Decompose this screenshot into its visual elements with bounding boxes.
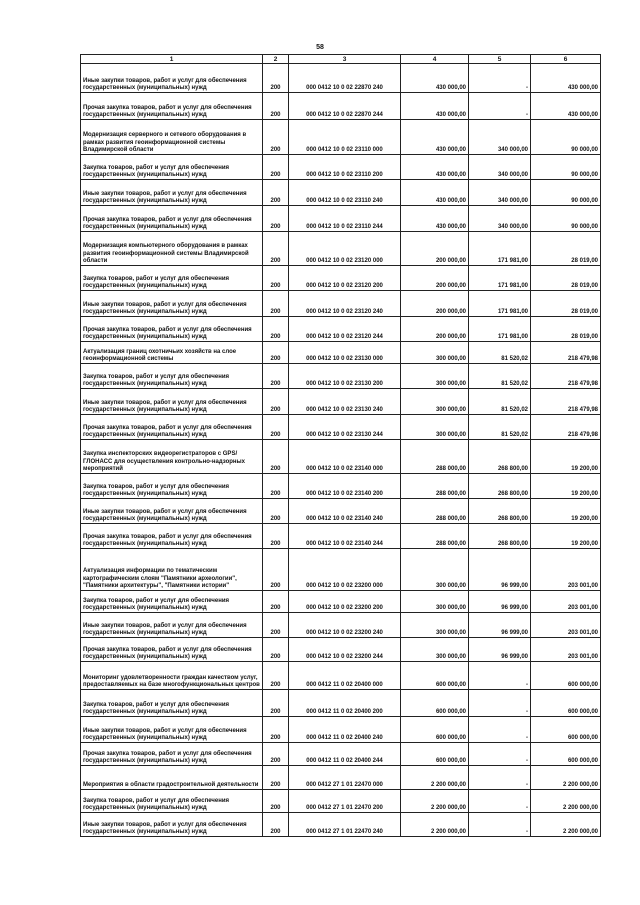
- row-plan-cell: 430 000,00: [401, 93, 469, 120]
- row-kbk-cell: 000 0412 10 0 02 23140 244: [289, 524, 401, 549]
- row-kbk-cell: 000 0412 10 0 02 23200 200: [289, 591, 401, 613]
- row-kbk-cell: 000 0412 10 0 02 23130 240: [289, 389, 401, 415]
- row-rest-cell: 90 000,00: [531, 155, 601, 180]
- row-fact-cell: 340 000,00: [469, 155, 531, 180]
- row-kbk-cell: 000 0412 10 0 02 23110 000: [289, 120, 401, 155]
- row-kbk-cell: 000 0412 10 0 02 23140 240: [289, 499, 401, 524]
- row-plan-cell: 200 000,00: [401, 232, 469, 266]
- row-plan-cell: 2 200 000,00: [401, 813, 469, 837]
- row-plan-cell: 430 000,00: [401, 120, 469, 155]
- row-kbk-cell: 000 0412 10 0 02 23140 200: [289, 474, 401, 499]
- table-row: [81, 440, 601, 474]
- table-row: [81, 93, 601, 120]
- row-name-cell: Закупка товаров, работ и услуг для обеспечения государственных (муниципальных) нужд: [81, 790, 263, 813]
- row-rest-cell: 90 000,00: [531, 180, 601, 206]
- row-rest-cell: 600 000,00: [531, 717, 601, 743]
- row-kbk-cell: 000 0412 27 1 01 22470 200: [289, 790, 401, 813]
- row-code-cell: 200: [263, 291, 289, 317]
- row-kbk-cell: 000 0412 10 0 02 23120 244: [289, 317, 401, 342]
- row-rest-cell: 28 019,00: [531, 291, 601, 317]
- row-rest-cell: 19 200,00: [531, 440, 601, 474]
- row-rest-cell: 218 479,98: [531, 342, 601, 364]
- header-cell: 5: [469, 55, 531, 64]
- row-rest-cell: 2 200 000,00: [531, 766, 601, 790]
- row-rest-cell: 28 019,00: [531, 232, 601, 266]
- row-kbk-cell: 000 0412 10 0 02 23120 240: [289, 291, 401, 317]
- row-code-cell: 200: [263, 613, 289, 638]
- row-fact-cell: -: [469, 743, 531, 766]
- row-fact-cell: -: [469, 717, 531, 743]
- table-row: [81, 120, 601, 155]
- row-code-cell: 200: [263, 790, 289, 813]
- row-rest-cell: 19 200,00: [531, 499, 601, 524]
- table-row: [81, 662, 601, 690]
- budget-execution-table: [80, 54, 601, 837]
- row-plan-cell: 300 000,00: [401, 389, 469, 415]
- row-name-cell: Мониторинг удовлетворенности граждан качеством услуг, предоставляемых на базе многофункциональных центров: [81, 662, 263, 690]
- row-fact-cell: 171 981,00: [469, 266, 531, 291]
- row-code-cell: 200: [263, 415, 289, 440]
- row-name-cell: Закупка инспекторских видеорегистраторов с GPS/ГЛОНАСС для осуществления контрольно-надзорных мероприятий: [81, 440, 263, 474]
- row-code-cell: 200: [263, 638, 289, 662]
- row-kbk-cell: 000 0412 11 0 02 20400 200: [289, 690, 401, 717]
- row-kbk-cell: 000 0412 10 0 02 23130 244: [289, 415, 401, 440]
- row-rest-cell: 28 019,00: [531, 317, 601, 342]
- row-kbk-cell: 000 0412 10 0 02 23200 000: [289, 549, 401, 591]
- row-rest-cell: 2 200 000,00: [531, 790, 601, 813]
- row-fact-cell: 340 000,00: [469, 120, 531, 155]
- table-row: [81, 638, 601, 662]
- table-row: [81, 766, 601, 790]
- row-plan-cell: 600 000,00: [401, 662, 469, 690]
- row-name-cell: Прочая закупка товаров, работ и услуг для обеспечения государственных (муниципальных) нужд: [81, 524, 263, 549]
- row-name-cell: Иные закупки товаров, работ и услуг для обеспечения государственных (муниципальных) нужд: [81, 389, 263, 415]
- row-name-cell: Закупка товаров, работ и услуг для обеспечения государственных (муниципальных) нужд: [81, 266, 263, 291]
- table-row: [81, 364, 601, 389]
- row-fact-cell: 81 520,02: [469, 342, 531, 364]
- row-name-cell: Иные закупки товаров, работ и услуг для обеспечения государственных (муниципальных) нужд: [81, 813, 263, 837]
- row-rest-cell: 203 001,00: [531, 591, 601, 613]
- row-fact-cell: -: [469, 813, 531, 837]
- table-row: [81, 317, 601, 342]
- table-row: [81, 291, 601, 317]
- row-rest-cell: 218 479,98: [531, 415, 601, 440]
- row-name-cell: Мероприятия в области градостроительной деятельности: [81, 766, 263, 790]
- table-row: [81, 389, 601, 415]
- row-plan-cell: 600 000,00: [401, 690, 469, 717]
- table-header-row: [81, 55, 601, 64]
- row-fact-cell: 81 520,02: [469, 389, 531, 415]
- row-rest-cell: 203 001,00: [531, 613, 601, 638]
- row-fact-cell: 340 000,00: [469, 180, 531, 206]
- row-fact-cell: 96 999,00: [469, 549, 531, 591]
- row-rest-cell: 90 000,00: [531, 120, 601, 155]
- row-code-cell: 200: [263, 206, 289, 232]
- table-row: [81, 474, 601, 499]
- table-row: [81, 499, 601, 524]
- row-plan-cell: 288 000,00: [401, 524, 469, 549]
- row-code-cell: 200: [263, 524, 289, 549]
- row-name-cell: Иные закупки товаров, работ и услуг для обеспечения государственных (муниципальных) нужд: [81, 180, 263, 206]
- row-code-cell: 200: [263, 155, 289, 180]
- row-plan-cell: 430 000,00: [401, 64, 469, 93]
- row-code-cell: 200: [263, 266, 289, 291]
- row-name-cell: Иные закупки товаров, работ и услуг для обеспечения государственных (муниципальных) нужд: [81, 291, 263, 317]
- row-kbk-cell: 000 0412 10 0 02 23110 240: [289, 180, 401, 206]
- row-plan-cell: 2 200 000,00: [401, 790, 469, 813]
- row-name-cell: Закупка товаров, работ и услуг для обеспечения государственных (муниципальных) нужд: [81, 155, 263, 180]
- row-rest-cell: 203 001,00: [531, 549, 601, 591]
- row-fact-cell: -: [469, 690, 531, 717]
- row-name-cell: Прочая закупка товаров, работ и услуг для обеспечения государственных (муниципальных) нужд: [81, 638, 263, 662]
- row-rest-cell: 203 001,00: [531, 638, 601, 662]
- row-name-cell: Прочая закупка товаров, работ и услуг для обеспечения государственных (муниципальных) нужд: [81, 415, 263, 440]
- row-kbk-cell: 000 0412 11 0 02 20400 244: [289, 743, 401, 766]
- row-rest-cell: 19 200,00: [531, 474, 601, 499]
- table-row: [81, 232, 601, 266]
- row-code-cell: 200: [263, 717, 289, 743]
- row-fact-cell: 96 999,00: [469, 613, 531, 638]
- row-kbk-cell: 000 0412 10 0 02 23120 000: [289, 232, 401, 266]
- row-rest-cell: 600 000,00: [531, 662, 601, 690]
- row-name-cell: Прочая закупка товаров, работ и услуг для обеспечения государственных (муниципальных) нужд: [81, 206, 263, 232]
- row-fact-cell: 171 981,00: [469, 291, 531, 317]
- row-fact-cell: 268 800,00: [469, 474, 531, 499]
- row-fact-cell: 96 999,00: [469, 591, 531, 613]
- table-row: [81, 591, 601, 613]
- row-kbk-cell: 000 0412 10 0 02 23110 200: [289, 155, 401, 180]
- row-code-cell: 200: [263, 389, 289, 415]
- table-row: [81, 415, 601, 440]
- header-cell: 3: [289, 55, 401, 64]
- row-code-cell: 200: [263, 766, 289, 790]
- row-rest-cell: 430 000,00: [531, 64, 601, 93]
- row-name-cell: Закупка товаров, работ и услуг для обеспечения государственных (муниципальных) нужд: [81, 364, 263, 389]
- row-plan-cell: 288 000,00: [401, 474, 469, 499]
- row-rest-cell: 430 000,00: [531, 93, 601, 120]
- row-name-cell: Закупка товаров, работ и услуг для обеспечения государственных (муниципальных) нужд: [81, 591, 263, 613]
- row-plan-cell: 300 000,00: [401, 591, 469, 613]
- row-fact-cell: 81 520,02: [469, 364, 531, 389]
- row-name-cell: Модернизация серверного и сетевого оборудования в рамках развития геоинформационной системы Владимирской области: [81, 120, 263, 155]
- row-rest-cell: 600 000,00: [531, 690, 601, 717]
- row-rest-cell: 218 479,98: [531, 364, 601, 389]
- row-fact-cell: -: [469, 662, 531, 690]
- table-row: [81, 690, 601, 717]
- row-plan-cell: 2 200 000,00: [401, 766, 469, 790]
- table-row: [81, 342, 601, 364]
- row-kbk-cell: 000 0412 10 0 02 23200 244: [289, 638, 401, 662]
- row-rest-cell: 2 200 000,00: [531, 813, 601, 837]
- row-plan-cell: 200 000,00: [401, 266, 469, 291]
- row-fact-cell: 81 520,02: [469, 415, 531, 440]
- row-code-cell: 200: [263, 591, 289, 613]
- row-code-cell: 200: [263, 440, 289, 474]
- table-row: [81, 613, 601, 638]
- row-fact-cell: 268 800,00: [469, 499, 531, 524]
- row-plan-cell: 430 000,00: [401, 180, 469, 206]
- row-rest-cell: 218 479,98: [531, 389, 601, 415]
- row-code-cell: 200: [263, 342, 289, 364]
- row-kbk-cell: 000 0412 11 0 02 20400 240: [289, 717, 401, 743]
- table-row: [81, 717, 601, 743]
- row-kbk-cell: 000 0412 10 0 02 22870 240: [289, 64, 401, 93]
- row-kbk-cell: 000 0412 10 0 02 23140 000: [289, 440, 401, 474]
- row-kbk-cell: 000 0412 10 0 02 23130 000: [289, 342, 401, 364]
- row-kbk-cell: 000 0412 10 0 02 23200 240: [289, 613, 401, 638]
- row-fact-cell: 96 999,00: [469, 638, 531, 662]
- row-kbk-cell: 000 0412 27 1 01 22470 240: [289, 813, 401, 837]
- table-row: [81, 180, 601, 206]
- row-kbk-cell: 000 0412 10 0 02 23130 200: [289, 364, 401, 389]
- row-fact-cell: -: [469, 64, 531, 93]
- row-code-cell: 200: [263, 232, 289, 266]
- table-row: [81, 743, 601, 766]
- row-name-cell: Прочая закупка товаров, работ и услуг для обеспечения государственных (муниципальных) нужд: [81, 743, 263, 766]
- row-code-cell: 200: [263, 499, 289, 524]
- row-name-cell: Модернизация компьютерного оборудования в рамках развития геоинформационной системы Владимирской области: [81, 232, 263, 266]
- row-name-cell: Иные закупки товаров, работ и услуг для обеспечения государственных (муниципальных) нужд: [81, 64, 263, 93]
- row-rest-cell: 19 200,00: [531, 524, 601, 549]
- row-name-cell: Актуализация границ охотничьих хозяйств на слое геоинформационной системы: [81, 342, 263, 364]
- header-cell: 1: [81, 55, 263, 64]
- row-code-cell: 200: [263, 743, 289, 766]
- row-plan-cell: 300 000,00: [401, 549, 469, 591]
- table-row: [81, 790, 601, 813]
- row-plan-cell: 200 000,00: [401, 317, 469, 342]
- row-name-cell: Иные закупки товаров, работ и услуг для обеспечения государственных (муниципальных) нужд: [81, 613, 263, 638]
- row-code-cell: 200: [263, 180, 289, 206]
- table-row: [81, 64, 601, 93]
- row-name-cell: Иные закупки товаров, работ и услуг для обеспечения государственных (муниципальных) нужд: [81, 717, 263, 743]
- row-plan-cell: 288 000,00: [401, 440, 469, 474]
- row-plan-cell: 200 000,00: [401, 291, 469, 317]
- row-code-cell: 200: [263, 474, 289, 499]
- table-row: [81, 813, 601, 837]
- row-code-cell: 200: [263, 93, 289, 120]
- table-row: [81, 206, 601, 232]
- row-code-cell: 200: [263, 662, 289, 690]
- row-code-cell: 200: [263, 120, 289, 155]
- row-code-cell: 200: [263, 690, 289, 717]
- row-plan-cell: 288 000,00: [401, 499, 469, 524]
- row-code-cell: 200: [263, 364, 289, 389]
- table-row: [81, 266, 601, 291]
- table-row: [81, 524, 601, 549]
- row-plan-cell: 300 000,00: [401, 613, 469, 638]
- row-fact-cell: -: [469, 93, 531, 120]
- row-name-cell: Прочая закупка товаров, работ и услуг для обеспечения государственных (муниципальных) нужд: [81, 93, 263, 120]
- row-plan-cell: 300 000,00: [401, 415, 469, 440]
- row-fact-cell: 171 981,00: [469, 317, 531, 342]
- row-fact-cell: 340 000,00: [469, 206, 531, 232]
- row-rest-cell: 90 000,00: [531, 206, 601, 232]
- row-kbk-cell: 000 0412 10 0 02 23120 200: [289, 266, 401, 291]
- row-plan-cell: 300 000,00: [401, 638, 469, 662]
- row-fact-cell: -: [469, 766, 531, 790]
- page-number: 58: [316, 44, 324, 51]
- row-code-cell: 200: [263, 317, 289, 342]
- row-code-cell: 200: [263, 64, 289, 93]
- row-name-cell: Закупка товаров, работ и услуг для обеспечения государственных (муниципальных) нужд: [81, 690, 263, 717]
- row-fact-cell: -: [469, 790, 531, 813]
- row-plan-cell: 600 000,00: [401, 717, 469, 743]
- header-cell: 4: [401, 55, 469, 64]
- row-name-cell: Прочая закупка товаров, работ и услуг для обеспечения государственных (муниципальных) нужд: [81, 317, 263, 342]
- row-kbk-cell: 000 0412 10 0 02 22870 244: [289, 93, 401, 120]
- row-name-cell: Закупка товаров, работ и услуг для обеспечения государственных (муниципальных) нужд: [81, 474, 263, 499]
- row-fact-cell: 171 981,00: [469, 232, 531, 266]
- header-cell: 6: [531, 55, 601, 64]
- header-cell: 2: [263, 55, 289, 64]
- row-kbk-cell: 000 0412 11 0 02 20400 000: [289, 662, 401, 690]
- row-kbk-cell: 000 0412 10 0 02 23110 244: [289, 206, 401, 232]
- row-plan-cell: 430 000,00: [401, 155, 469, 180]
- row-rest-cell: 600 000,00: [531, 743, 601, 766]
- row-name-cell: Актуализация информации по тематическим картографическим слоям "Памятники археологии", "Памятники архитектуры", "Памятники истории": [81, 549, 263, 591]
- row-plan-cell: 300 000,00: [401, 342, 469, 364]
- table-row: [81, 549, 601, 591]
- row-code-cell: 200: [263, 549, 289, 591]
- row-fact-cell: 268 800,00: [469, 524, 531, 549]
- row-code-cell: 200: [263, 813, 289, 837]
- row-plan-cell: 300 000,00: [401, 364, 469, 389]
- row-name-cell: Иные закупки товаров, работ и услуг для обеспечения государственных (муниципальных) нужд: [81, 499, 263, 524]
- row-plan-cell: 600 000,00: [401, 743, 469, 766]
- row-plan-cell: 430 000,00: [401, 206, 469, 232]
- row-rest-cell: 28 019,00: [531, 266, 601, 291]
- table-row: [81, 155, 601, 180]
- row-fact-cell: 268 800,00: [469, 440, 531, 474]
- row-kbk-cell: 000 0412 27 1 01 22470 000: [289, 766, 401, 790]
